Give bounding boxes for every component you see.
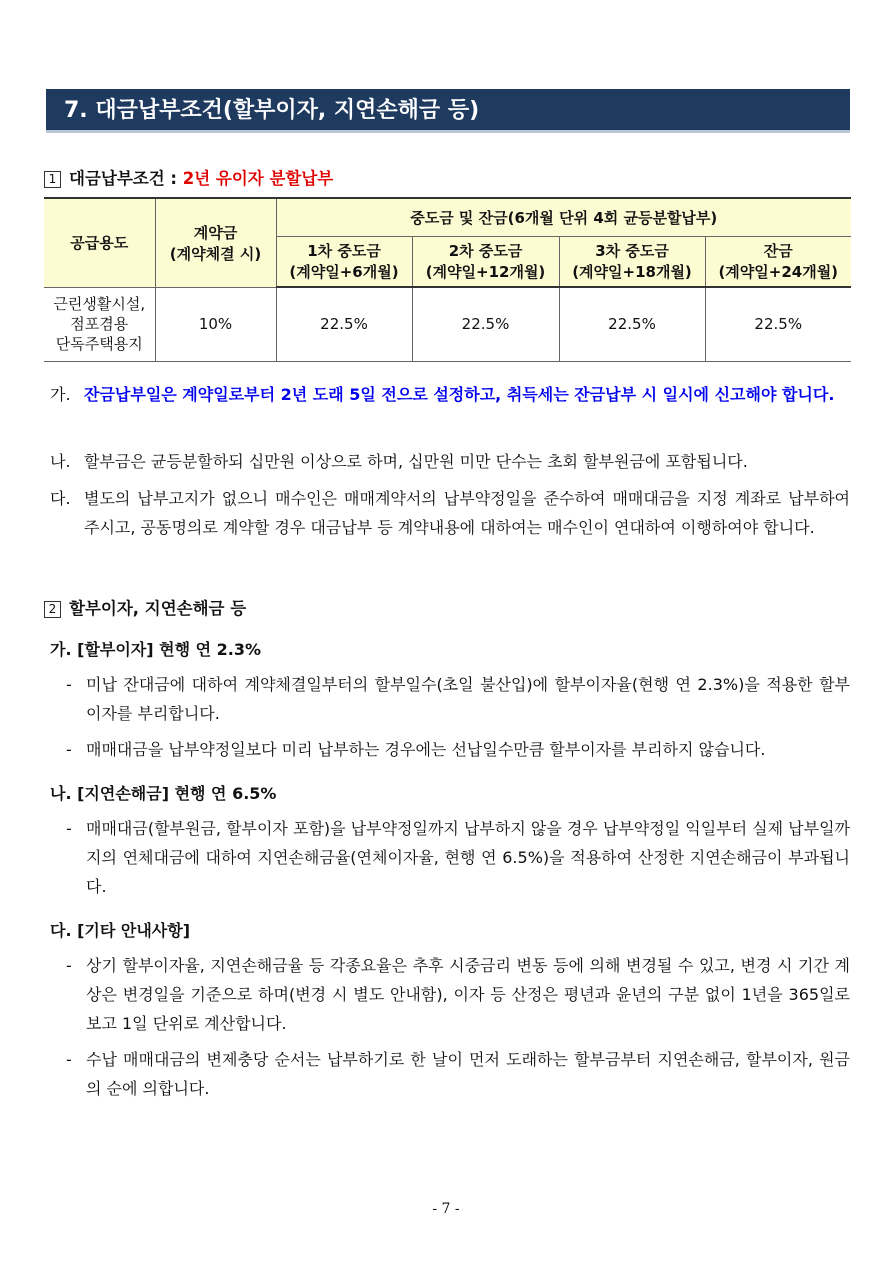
header-installment-3	[559, 236, 705, 287]
section-1-heading	[44, 165, 333, 189]
bullet: -	[66, 956, 72, 975]
installment-name: 3차 중도금	[595, 242, 669, 261]
note-a	[50, 380, 850, 409]
page-number: - 7 -	[432, 1201, 460, 1217]
sub-heading-late-fee: 나. [지연손해금] 현행 연 6.5%	[50, 784, 277, 803]
sub-heading-other: 다. [기타 안내사항]	[50, 921, 191, 940]
section-1-highlight: 2년 유이자 분할납부	[182, 169, 334, 188]
section-title-bar: 7. 대금납부조건(할부이자, 지연손해금 등)	[46, 89, 850, 133]
note-marker: 나.	[50, 452, 71, 471]
cell-deposit: 10%	[155, 287, 276, 361]
header-balance	[705, 236, 851, 287]
sub-heading-interest: 가. [할부이자] 현행 연 2.3%	[50, 640, 262, 659]
bullet: -	[66, 675, 72, 694]
cell-installment-3: 22.5%	[559, 287, 705, 361]
section-2-heading	[44, 595, 246, 619]
cell-usage	[44, 287, 155, 361]
installment-name: 잔금	[763, 242, 793, 261]
installment-when: (계약일+24개월)	[718, 263, 839, 282]
section-number-box: 2	[44, 601, 61, 618]
usage-line: 점포겸용	[70, 315, 129, 333]
list-item	[66, 1045, 850, 1103]
bullet: -	[66, 819, 72, 838]
installment-name: 2차 중도금	[448, 242, 523, 261]
item-text: 미납 잔대금에 대하여 계약체결일부터의 할부일수(초일 불산입)에 할부이자율(현행 연 2.3%)을 적용한 할부이자를 부리합니다.	[86, 675, 850, 723]
note-text: 잔금납부일은 계약일로부터 2년 도래 5일 전으로 설정하고, 취득세는 잔금납부 시 일시에 신고해야 합니다.	[84, 385, 835, 404]
header-deposit	[155, 198, 276, 287]
list-item	[66, 814, 850, 901]
item-text: 상기 할부이자율, 지연손해금율 등 각종요율은 추후 시중금리 변동 등에 의해 변경될 수 있고, 변경 시 기간 계상은 변경일을 기준으로 하며(변경 시 별도 안내함), 이자 등 산정은 평년과 윤년의 구분 없이 1년을 365일로 보고 1일 단위로 계산합니다.	[86, 956, 850, 1033]
note-c	[50, 484, 850, 542]
cell-installment-2: 22.5%	[412, 287, 559, 361]
installment-when: (계약일+18개월)	[572, 263, 692, 282]
list-item	[66, 735, 850, 764]
section-number-box: 1	[44, 171, 61, 188]
installment-when: (계약일+6개월)	[289, 263, 399, 282]
list-item	[66, 951, 850, 1038]
item-text: 수납 매매대금의 변제충당 순서는 납부하기로 한 날이 먼저 도래하는 할부금부터 지연손해금, 할부이자, 원금의 순에 의합니다.	[86, 1050, 850, 1098]
bullet: -	[66, 740, 72, 759]
table-row	[44, 287, 851, 361]
bullet: -	[66, 1050, 72, 1069]
note-marker: 가.	[50, 385, 71, 404]
note-marker: 다.	[50, 489, 71, 508]
note-text: 할부금은 균등분할하되 십만원 이상으로 하며, 십만원 미만 단수는 초회 할부원금에 포함됩니다.	[84, 452, 748, 471]
item-text: 매매대금을 납부약정일보다 미리 납부하는 경우에는 선납일수만큼 할부이자를 부리하지 않습니다.	[86, 740, 766, 759]
cell-installment-1: 22.5%	[276, 287, 412, 361]
payment-terms-table	[44, 197, 851, 362]
usage-line: 단독주택용지	[55, 335, 143, 353]
note-b	[50, 447, 850, 476]
note-text: 별도의 납부고지가 없으니 매수인은 매매계약서의 납부약정일을 준수하여 매매대금을 지정 계좌로 납부하여 주시고, 공동명의로 계약할 경우 대금납부 등 계약내용에 대하여는 매수인이 연대하여 이행하여야 합니다.	[84, 489, 850, 537]
list-item	[66, 670, 850, 728]
header-installment-2	[412, 236, 559, 287]
usage-line: 근린생활시설,	[53, 295, 146, 313]
header-installment-group: 중도금 및 잔금(6개월 단위 4회 균등분할납부)	[276, 198, 851, 236]
cell-balance: 22.5%	[705, 287, 851, 361]
header-usage: 공급용도	[44, 198, 155, 287]
header-deposit-when: (계약체결 시)	[169, 244, 262, 263]
installment-name: 1차 중도금	[307, 242, 381, 261]
header-installment-1	[276, 236, 412, 287]
header-deposit-name: 계약금	[193, 223, 238, 242]
item-text: 매매대금(할부원금, 할부이자 포함)을 납부약정일까지 납부하지 않을 경우 납부약정일 익일부터 실제 납부일까지의 연체대금에 대하여 지연손해금율(연체이자율, 현행 연 6.5%)을 적용하여 산정한 지연손해금이 부과됩니다.	[86, 819, 850, 896]
section-2-label: 할부이자, 지연손해금 등	[69, 599, 247, 618]
section-1-label: 대금납부조건 :	[69, 169, 183, 188]
installment-when: (계약일+12개월)	[425, 263, 546, 282]
